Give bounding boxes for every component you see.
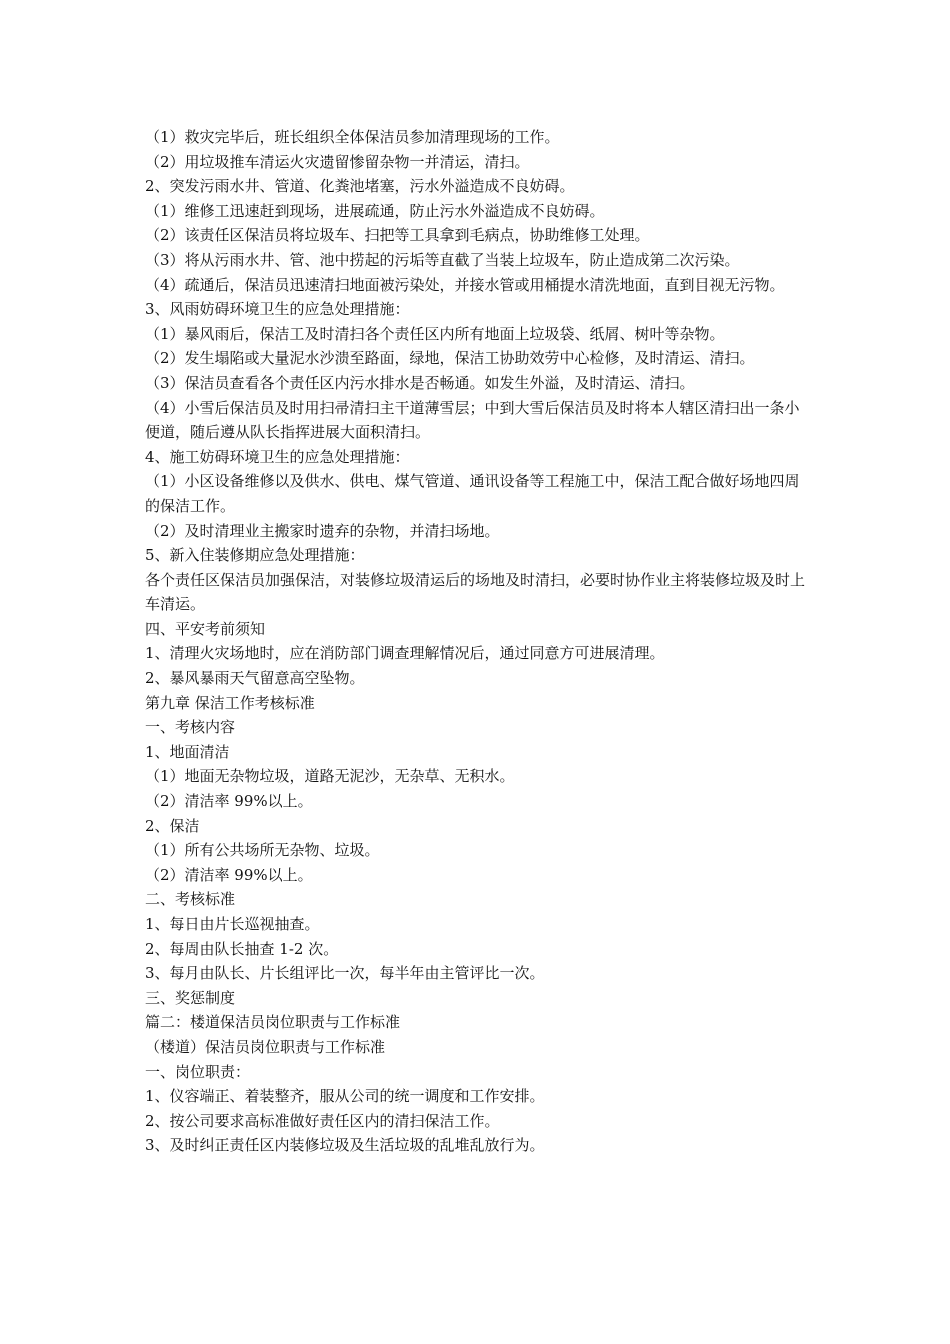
section-heading: 4、施工妨碍环境卫生的应急处理措施： [145,447,410,466]
section-heading: 一、考核内容 [145,718,236,737]
paragraph: 1、清理火灾场地时，应在消防部门调查理解情况后，通过同意方可进展清理。 [145,644,665,663]
paragraph: （2）及时清理业主搬家时遗弃的杂物，并清扫场地。 [145,521,500,540]
paragraph: 1、仪容端正、着装整齐，服从公司的统一调度和工作安排。 [145,1087,545,1106]
paragraph: （2）该责任区保洁员将垃圾车、扫把等工具拿到毛病点，协助维修工处理。 [145,226,650,245]
paragraph: 3、每月由队长、片长组评比一次，每半年由主管评比一次。 [145,964,545,983]
paragraph: 2、突发污雨水井、管道、化粪池堵塞，污水外溢造成不良妨碍。 [145,177,575,196]
section-heading: 5、新入住装修期应急处理措施： [145,546,365,565]
paragraph: 各个责任区保洁员加强保洁，对装修垃圾清运后的场地及时清扫，必要时协作业主将装修垃圾及时上车清运。 [145,570,806,614]
paragraph: 3、及时纠正责任区内装修垃圾及生活垃圾的乱堆乱放行为。 [145,1136,545,1155]
paragraph: 2、每周由队长抽查 1-2 次。 [145,939,339,958]
paragraph: （3）保洁员查看各个责任区内污水排水是否畅通。如发生外溢，及时清运、清扫。 [145,373,695,392]
article-subtitle: （楼道）保洁员岗位职责与工作标准 [145,1037,386,1056]
article-title: 篇二：楼道保洁员岗位职责与工作标准 [145,1013,401,1032]
section-heading: 一、岗位职责： [145,1062,251,1081]
section-heading: 3、风雨妨碍环境卫生的应急处理措施： [145,300,410,319]
paragraph: 2、暴风暴雨天气留意高空坠物。 [145,669,365,688]
document-body [145,125,810,1158]
chapter-heading: 第九章 保洁工作考核标准 [145,693,315,712]
paragraph: （2）清洁率 99%以上。 [145,865,313,884]
paragraph: （2）清洁率 99%以上。 [145,792,313,811]
paragraph: （1）暴风雨后，保洁工及时清扫各个责任区内所有地面上垃圾袋、纸屑、树叶等杂物。 [145,324,725,343]
paragraph: （4）小雪后保洁员及时用扫帚清扫主干道薄雪层；中到大雪后保洁员及时将本人辖区清扫出一条小便道，随后遵从队长指挥进展大面积清扫。 [145,398,800,442]
paragraph: （3）将从污雨水井、管、池中捞起的污垢等直截了当装上垃圾车，防止造成第二次污染。 [145,250,740,269]
paragraph: （4）疏通后，保洁员迅速清扫地面被污染处，并接水管或用桶提水清洗地面，直到目视无污物。 [145,275,785,294]
section-heading: 四、平安考前须知 [145,619,266,638]
paragraph: （1）维修工迅速赶到现场，进展疏通，防止污水外溢造成不良妨碍。 [145,201,605,220]
paragraph: （1）所有公共场所无杂物、垃圾。 [145,841,380,860]
section-heading: 二、考核标准 [145,890,236,909]
paragraph: 2、按公司要求高标准做好责任区内的清扫保洁工作。 [145,1111,500,1130]
paragraph: （2）发生塌陷或大量泥水沙溃至路面，绿地，保洁工协助效劳中心检修，及时清运、清扫。 [145,349,755,368]
subsection-heading: 2、保洁 [145,816,200,835]
paragraph: 1、每日由片长巡视抽查。 [145,915,320,933]
paragraph: （1）地面无杂物垃圾，道路无泥沙，无杂草、无积水。 [145,767,515,786]
paragraph: （1）救灾完毕后，班长组织全体保洁员参加清理现场的工作。 [145,128,560,146]
section-heading: 三、奖惩制度 [145,988,236,1007]
paragraph: （1）小区设备维修以及供水、供电、煤气管道、通讯设备等工程施工中，保洁工配合做好场地四周的保洁工作。 [145,472,800,515]
paragraph: （2）用垃圾推车清运火灾遗留惨留杂物一并清运，清扫。 [145,152,530,171]
subsection-heading: 1、地面清洁 [145,742,230,761]
